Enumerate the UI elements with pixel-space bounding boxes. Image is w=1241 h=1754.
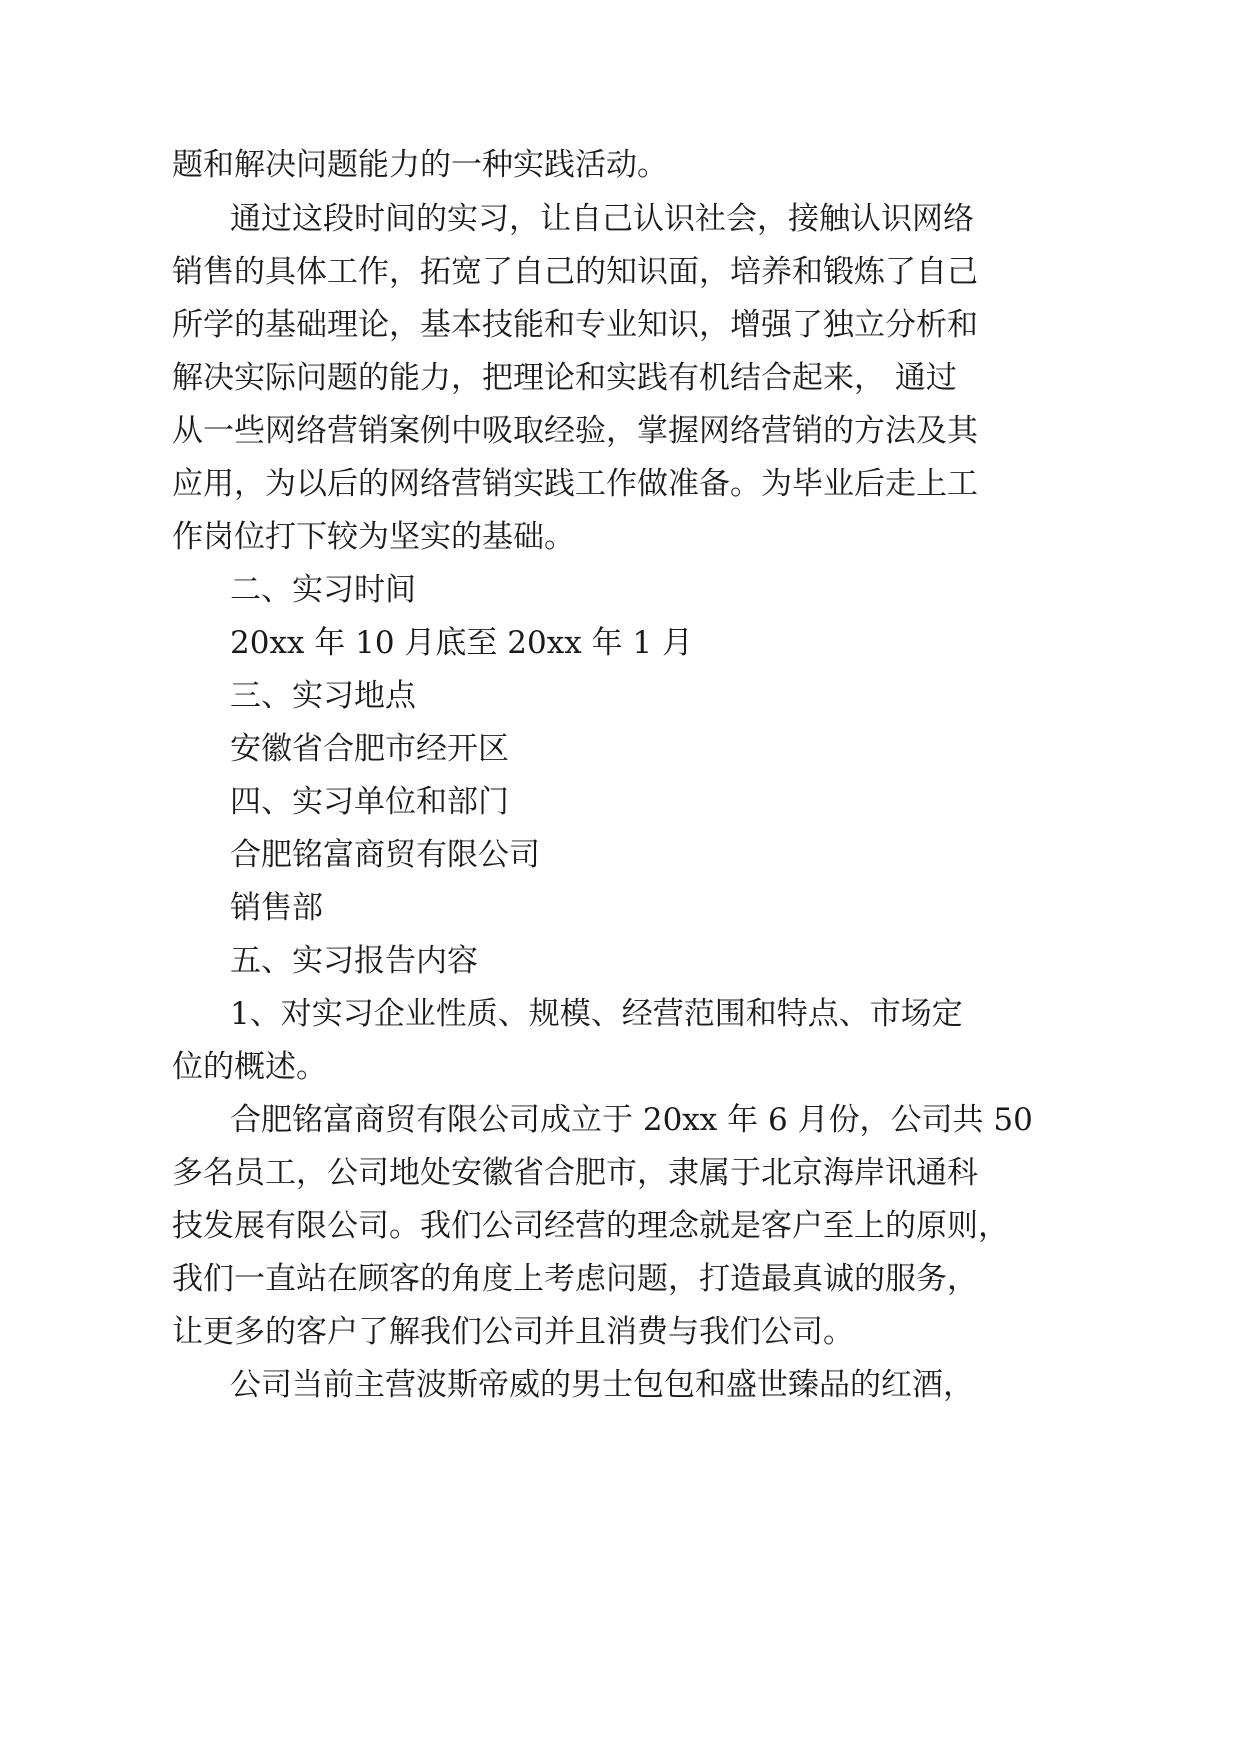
text-line: 所学的基础理论，基本技能和专业知识，增强了独立分析和 [172, 307, 978, 343]
text-line: 从一些网络营销案例中吸取经验，掌握网络营销的方法及其 [172, 413, 978, 449]
section-heading: 二、实习时间 [230, 572, 416, 608]
text-line: 销售的具体工作，拓宽了自己的知识面，培养和锻炼了自己 [172, 254, 978, 290]
text-line: 解决实际问题的能力，把理论和实践有机结合起来， 通过 [172, 360, 957, 396]
text-line: 合肥铭富商贸有限公司成立于 20xx 年 6 月份，公司共 50 [230, 1102, 1033, 1138]
text-line: 1、对实习企业性质、规模、经营范围和特点、市场定 [230, 996, 963, 1032]
section-heading: 三、实习地点 [230, 678, 416, 714]
text-line: 公司当前主营波斯帝威的男士包包和盛世臻品的红酒， [230, 1367, 974, 1403]
text-line: 让更多的客户了解我们公司并且消费与我们公司。 [172, 1314, 854, 1350]
text-line: 安徽省合肥市经开区 [230, 731, 509, 767]
text-line: 技发展有限公司。我们公司经营的理念就是客户至上的原则， [172, 1208, 1009, 1244]
section-heading: 四、实习单位和部门 [230, 784, 509, 820]
text-line: 应用，为以后的网络营销实践工作做准备。为毕业后走上工 [172, 466, 978, 502]
text-line: 多名员工，公司地处安徽省合肥市，隶属于北京海岸讯通科 [172, 1155, 978, 1191]
text-line: 题和解决问题能力的一种实践活动。 [172, 147, 668, 183]
text-line: 通过这段时间的实习，让自己认识社会，接触认识网络 [230, 201, 974, 237]
text-line: 作岗位打下较为坚实的基础。 [172, 519, 575, 555]
section-heading: 五、实习报告内容 [230, 943, 478, 979]
text-line: 位的概述。 [172, 1049, 327, 1085]
text-line: 销售部 [230, 890, 323, 926]
text-line: 20xx 年 10 月底至 20xx 年 1 月 [230, 625, 693, 661]
text-line: 合肥铭富商贸有限公司 [230, 837, 540, 873]
text-line: 我们一直站在顾客的角度上考虑问题，打造最真诚的服务， [172, 1261, 978, 1297]
